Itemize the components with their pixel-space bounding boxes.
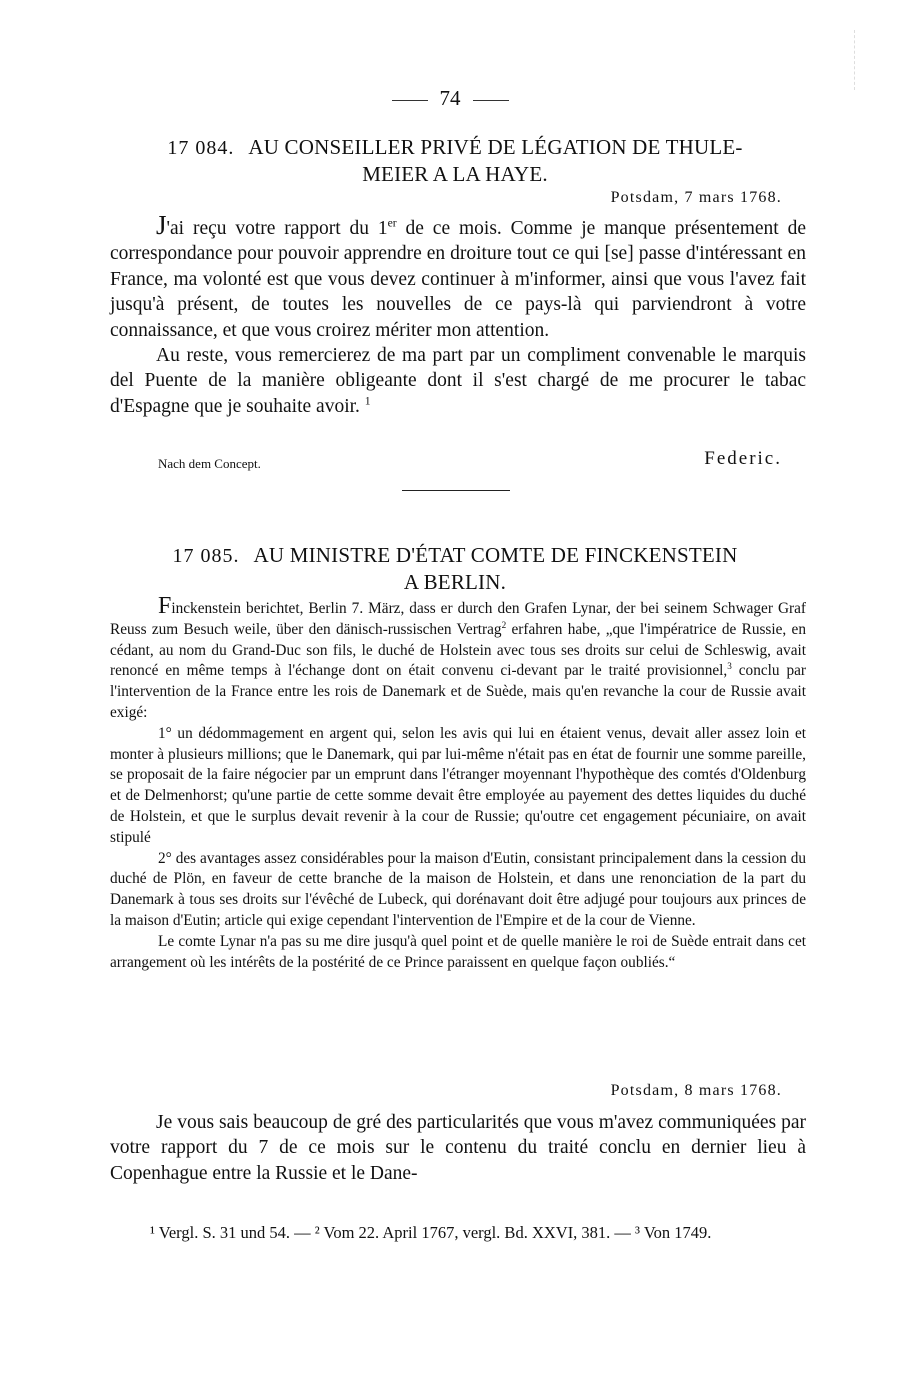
letter1-title-line2: MEIER A LA HAYE. — [362, 162, 548, 186]
letter2-summary-paragraph — [110, 593, 806, 724]
letter2-heading-line1 — [110, 542, 800, 569]
letter2-number: 17 085. — [172, 545, 240, 567]
letter1-dateline: Potsdam, 7 mars 1768. — [610, 189, 782, 206]
footnote-ref-3: 3 — [727, 661, 732, 672]
letter2-heading — [110, 542, 800, 595]
section-divider — [402, 490, 510, 491]
footnote-ref-1: 1 — [364, 394, 371, 408]
letter2-item-1: 1° un dédommagement en argent qui, selon les avis qui lui en étaient venus, devait aller assez loin et monter à plusieurs millions; que le Danemark, qui par lui-même n'était pas en état de fournir une somme pareille, se proposait de la faire négocier par un emprunt dans l'étranger moyennant l'hypothèque des comtés d'Oldenburg et de Delmenhorst; qu'une partie de cette somme devait être employée au payement des dettes liquides du duché de Holstein, et que le surplus devait revenir à la cour de Russie; qu'outre cet engagement pécuniaire, on avait stipulé — [110, 724, 806, 846]
letter2-body — [110, 1110, 806, 1186]
letter2-summary-initial: F — [158, 593, 172, 619]
letter1-p1-text-a: 'ai reçu votre rapport du 1 — [166, 218, 388, 239]
letter1-p1-text-b: de ce mois. Comme je manque présentement de correspondance pour pouvoir apprendre en droiture tout ce qui [se] passe d'intéressant en France, ma volonté est que vous devez continuer à m'informer, ainsi que vous l'avez fait jusqu'à présent, de toutes les nouvelles de ce pays-là qui parviendront à votre connaissance, et que vous croirez mériter mon attention. — [110, 218, 806, 341]
footnotes — [110, 1222, 806, 1244]
footnote-ref-2: 2 — [501, 619, 507, 630]
letter1-body — [110, 210, 806, 419]
scan-margin-mark — [854, 30, 856, 90]
letter1-paragraph-1 — [110, 210, 806, 343]
letter2-dateline: Potsdam, 8 mars 1768. — [610, 1082, 782, 1099]
letter1-initial: J — [156, 210, 167, 240]
letter1-title-line1: AU CONSEILLER PRIVÉ DE LÉGATION DE THULE- — [248, 135, 743, 159]
letter1-signature: Federic. — [704, 448, 782, 469]
letter2-summary-text-a: inckenstein berichtet, Berlin 7. März, dass er durch den Grafen Lynar, der bei seinem Schwager Graf Reuss zum Besuch weile, über den dänisch-russischen Vertrag — [110, 600, 806, 638]
page-number-text: 74 — [439, 86, 461, 110]
letter1-p2-text: Au reste, vous remercierez de ma part par un compliment convenable le marquis del Puente de la manière obligeante dont il s'est chargé de me procurer le tabac d'Espagne que je souhaite avoir. — [110, 345, 806, 417]
letter2-item-2: 2° des avantages assez considérables pour la maison d'Eutin, consistant principalement dans la cession du duché de Plön, en faveur de cette branche de la maison de Holstein, et dans une renonciation de la part du Danemark à tous ses droits sur l'évêché de Lubeck, qui dorénavant doit être adjugé pour toujours aux princes de la maison d'Eutin; article qui exige cependant l'intervention de l'Empire et de la cour de Vienne. — [110, 849, 806, 929]
letter1-paragraph-2 — [110, 343, 806, 419]
letter2-title-line2: A BERLIN. — [403, 570, 507, 594]
letter2-paragraph-1: Je vous sais beaucoup de gré des particularités que vous m'avez communiquées par votre rapport du 7 de ce mois sur le contenu du traité conclu en dernier lieu à Copenhague entre la Russie et le Dane- — [110, 1112, 806, 1184]
letter2-summary-text-c: conclu par l'intervention de la France entre les rois de Danemark et de Suède, mais qu'en revanche la cour de Russie avait exigé: — [110, 662, 806, 721]
footnotes-text: ¹ Vergl. S. 31 und 54. — ² Vom 22. April 1767, vergl. Bd. XXVI, 381. — ³ Von 1749. — [150, 1223, 712, 1242]
letter1-heading — [110, 134, 800, 187]
letter2-summary — [110, 593, 806, 973]
page-number — [0, 86, 900, 111]
letter1-source-note: Nach dem Concept. — [158, 456, 261, 471]
page-number-rule-left — [392, 100, 428, 101]
page-number-rule-right — [473, 100, 509, 101]
letter2-item-3: Le comte Lynar n'a pas su me dire jusqu'à quel point et de quelle manière le roi de Suède entrait dans cet arrangement où les intérêts de la postérité de ce Prince paraissent en quelque façon oubliés.“ — [110, 932, 806, 971]
letter1-number: 17 084. — [167, 137, 235, 159]
letter2-summary-text-b: erfahren habe, „que l'impératrice de Russie, en cédant, au nom du Grand-Duc son fils, le duché de Holstein avec tous ses droits sur celui de Schleswig, avait renoncé en même temps à l'échange dont on était convenu ci-devant par le traité provisionnel, — [110, 620, 806, 680]
letter1-heading-line1 — [110, 134, 800, 161]
letter1-p1-sup: er — [387, 216, 397, 230]
letter2-title-line1: AU MINISTRE D'ÉTAT COMTE DE FINCKENSTEIN — [253, 543, 738, 567]
